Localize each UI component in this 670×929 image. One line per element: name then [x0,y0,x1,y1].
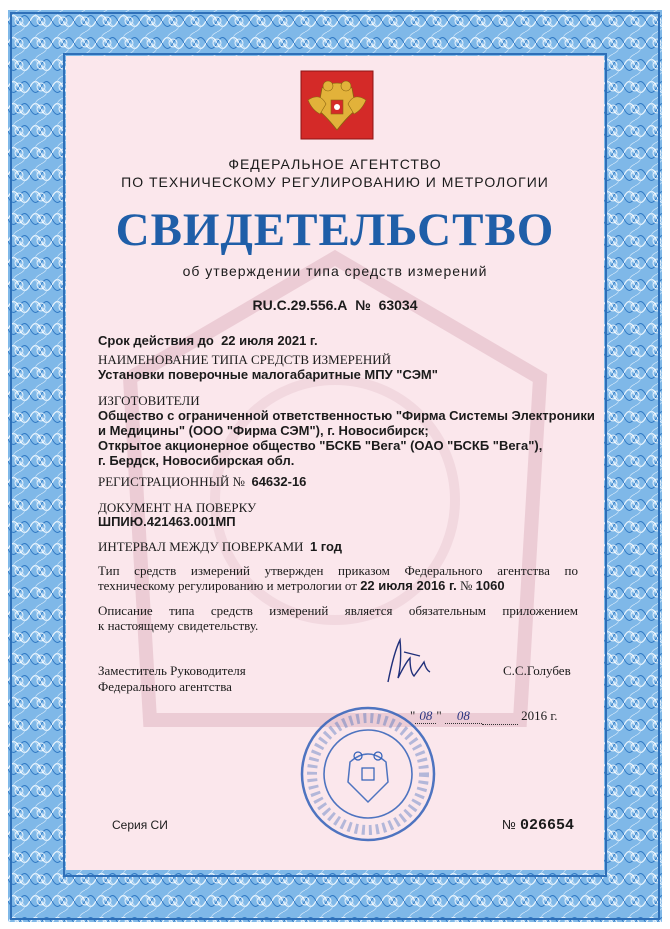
date-quote-close: " [436,708,445,723]
approval-date: 22 июля 2016 г. [360,578,457,593]
manufacturer-line: и Медицины" (ООО "Фирма СЭМ"), г. Новосибирск; [98,423,429,438]
approval-order-number: 1060 [475,578,505,593]
approval-text: техническому регулированию и метрологии от [98,578,357,593]
agency-name [66,155,604,191]
approval-number-sign: № [460,578,473,593]
validity-value: 22 июля 2021 г. [221,333,318,348]
serial-number [502,816,574,834]
manufacturers-label: ИЗГОТОВИТЕЛИ [98,393,200,408]
serial-number-value: 026654 [519,817,574,834]
registration-value: 64632-16 [251,474,307,489]
date-month: 08 [445,708,482,724]
manufacturers-list [98,408,595,468]
registration-row [98,474,306,490]
position-line-1: Заместитель Руководителя [98,663,246,678]
number-sign: № [355,297,371,313]
agency-line-2: ПО ТЕХНИЧЕСКОМУ РЕГУЛИРОВАНИЮ И МЕТРОЛОГИИ [121,174,549,190]
certificate-number [66,297,604,313]
date-year: 2016 г. [521,708,558,723]
description-line-1: Описание типа средств измерений является обязательным приложением [98,603,578,618]
certificate-no: 63034 [378,297,418,313]
series-label: Серия СИ [112,818,168,832]
date-quote-open: " [410,708,416,723]
type-name-label: НАИМЕНОВАНИЕ ТИПА СРЕДСТВ ИЗМЕРЕНИЙ [98,352,391,367]
description-line-2: к настоящему свидетельству. [98,618,259,633]
agency-line-1: ФЕДЕРАЛЬНОЕ АГЕНТСТВО [228,156,442,172]
interval-label: ИНТЕРВАЛ МЕЖДУ ПОВЕРКАМИ [98,539,304,554]
verification-doc-value: ШПИЮ.421463.001МП [98,514,236,529]
position-line-2: Федерального агентства [98,679,232,694]
manufacturer-line: Открытое акционерное общество "БСКБ "Вега" (ОАО "БСКБ "Вега"), [98,438,543,453]
approval-line-1: Тип средств измерений утвержден приказом Федерального агентства по [98,563,578,578]
document-title: СВИДЕТЕЛЬСТВО [115,204,555,256]
interval-value: 1 год [309,539,343,554]
document-subtitle: об утверждении типа средств измерений [182,263,488,279]
manufacturer-line: Общество с ограниченной ответственностью "Фирма Системы Электроники [98,408,595,423]
serial-number-sign: № [502,817,516,832]
registration-label: РЕГИСТРАЦИОННЫЙ № [98,474,245,489]
interval-row [98,539,342,555]
signatory-name: С.С.Голубев [503,663,571,678]
reg-code: RU.C.29.556.A [252,297,348,313]
validity-row [98,333,318,348]
validity-label: Срок действия до [98,333,214,348]
coat-of-arms-icon [300,70,374,140]
verification-doc-label: ДОКУМЕНТ НА ПОВЕРКУ [98,500,257,515]
date-day: 08 [415,708,436,724]
handwritten-signature [380,632,440,692]
type-name-value: Установки поверочные малогабаритные МПУ "СЭМ" [98,367,438,382]
official-seal [298,704,438,844]
signatory-position [98,663,246,695]
approval-line-2 [98,578,505,594]
manufacturer-line: г. Бердск, Новосибирская обл. [98,453,295,468]
